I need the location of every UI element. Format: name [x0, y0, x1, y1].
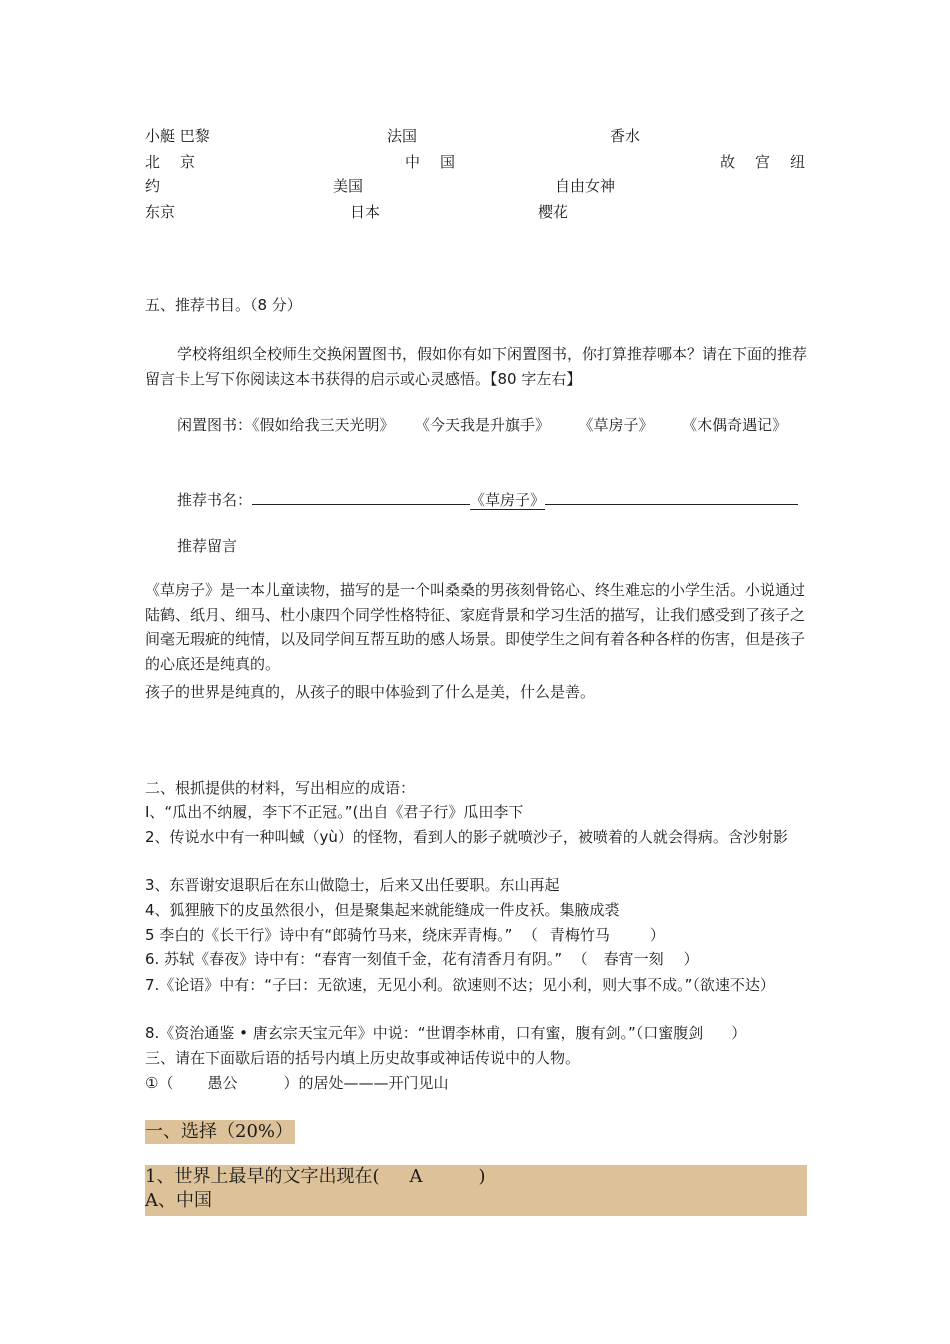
idiom-8-answer: 口蜜腹剑 — [643, 1024, 704, 1042]
answer-paragraph-1: 《草房子》是一本儿童读物，描写的是一个叫桑桑的男孩刻骨铭心、终生难忘的小学生活。小说通过陆鹤、纸月、细马、杜小康四个同学性格特征、家庭背景和学习生活的描写，让我们感受到了孩子之间毫无瑕疵的纯情，以及同学间互帮互助的感人场景。即使学生之间有着各种各样的伤害，但是孩子的心底还是纯真的。 — [145, 581, 806, 673]
section3-heading: 三、请在下面歇后语的括号内填上历史故事或神话传说中的人物。 — [145, 1049, 581, 1067]
question-1-block — [145, 1165, 807, 1216]
section5-books — [145, 413, 807, 438]
section5-heading: 五、推荐书目。（8 分） — [145, 296, 302, 314]
match-row2-gong: 宫 — [755, 153, 771, 171]
paren-close: ） — [649, 926, 665, 944]
idiom-item-2: 2、传说水中有一种叫蜮（yù）的怪物，看到人的影子就喷沙子，被喷着的人就会得病。含沙射影 — [145, 828, 788, 846]
section2-heading: 二、根抓提供的材料，写出相应的成语： — [145, 779, 416, 797]
idiom-5-text: 5 李白的《长干行》诗中有“郎骑竹马来，绕床弄青梅。” — [145, 926, 513, 944]
match-row3-col2: 美国 — [333, 177, 364, 195]
match-row4-col3: 樱花 — [538, 203, 569, 221]
answer-paragraph-2: 孩子的世界是纯真的，从孩子的眼中体验到了什么是美，什么是善。 — [145, 683, 596, 701]
section5-intro: 学校将组织全校师生交换闲置图书，假如你有如下闲置图书，你打算推荐哪本？请在下面的推荐留言卡上写下你阅读这本书获得的启示或心灵感悟。【80 字左右】 — [145, 345, 808, 388]
recommend-label: 推荐书名： — [177, 491, 253, 509]
match-row1-col1: 小艇 巴黎 — [145, 127, 210, 145]
idiom-5-answer: 青梅竹马 — [549, 926, 610, 944]
match-row3-col3: 自由女神 — [555, 177, 616, 195]
idiom-8-text: 8.《资治通鉴 • 唐玄宗天宝元年》中说：“世谓李林甫，口有蜜，腹有剑。”（ — [145, 1024, 644, 1042]
paren-close: ） — [731, 1024, 747, 1042]
paren-open: （ — [580, 950, 588, 968]
match-row4-col1: 东京 — [145, 203, 176, 221]
idiom-item-7: 7.《论语》中有：“子曰：无欲速，无见小利。欲速则不达；见小利，则大事不成。”（欲速不达） — [145, 976, 775, 994]
idiom-item-3: 3、东晋谢安退职后在东山做隐士，后来又出任要职。东山再起 — [145, 876, 560, 894]
idiom-6-text: 6. 苏轼《春夜》诗中有：“春宵一刻值千金，花有清香月有阴。” — [145, 950, 563, 968]
question-1-stem-line — [145, 1165, 807, 1189]
question-1-close: ) — [478, 1166, 486, 1187]
match-row2-zhong: 中 — [405, 153, 421, 171]
proverb-prefix: ①（ — [145, 1074, 174, 1092]
blank-line — [545, 487, 798, 505]
paren-close: ） — [683, 950, 699, 968]
books-label: 闲置图书： — [177, 416, 253, 434]
match-row2-niu: 纽 — [790, 153, 806, 171]
question-1-answer: A — [409, 1166, 423, 1187]
paren-open: （ — [530, 926, 538, 944]
match-row3-col1: 约 — [145, 177, 161, 195]
match-row1-col3: 香水 — [610, 127, 641, 145]
recommend-value: 《草房子》 — [470, 491, 546, 509]
section1-heading: 一、选择（20%） — [145, 1121, 294, 1142]
book-item: 《木偶奇遇记》 — [689, 416, 788, 434]
match-row1-col2: 法国 — [387, 127, 418, 145]
book-item: 《假如给我三天光明》 — [252, 416, 395, 434]
book-item: 《今天我是升旗手》 — [422, 416, 551, 434]
recommend-row — [177, 487, 798, 511]
idiom-item-4: 4、狐狸腋下的皮虽然很小，但是聚集起来就能缝成一件皮袄。集腋成裘 — [145, 901, 620, 919]
match-row2-guo: 国 — [440, 153, 456, 171]
proverb-item-1 — [145, 1072, 448, 1094]
note-label: 推荐留言 — [177, 537, 238, 555]
question-1-stem: 1、世界上最早的文字出现在( — [145, 1166, 380, 1187]
match-row2-gu: 故 — [720, 153, 736, 171]
question-1-option-a: A、中国 — [145, 1190, 212, 1211]
match-row4-col2: 日本 — [350, 203, 381, 221]
match-row2-jing: 京 — [180, 153, 196, 171]
blank-line — [252, 487, 470, 505]
idiom-6-answer: 春宵一刻 — [603, 950, 664, 968]
idiom-item-8 — [145, 1022, 746, 1044]
proverb-answer: 愚公 — [207, 1074, 238, 1092]
book-item: 《草房子》 — [586, 416, 654, 434]
idiom-item-5 — [145, 924, 665, 946]
idiom-item-6 — [145, 948, 699, 970]
proverb-suffix: ）的居处———开门见山 — [283, 1074, 449, 1092]
idiom-item-1: I、“瓜出不纳履，李下不正冠。”(出自《君子行》瓜田李下 — [145, 803, 524, 821]
match-row2-bei: 北 — [145, 153, 161, 171]
